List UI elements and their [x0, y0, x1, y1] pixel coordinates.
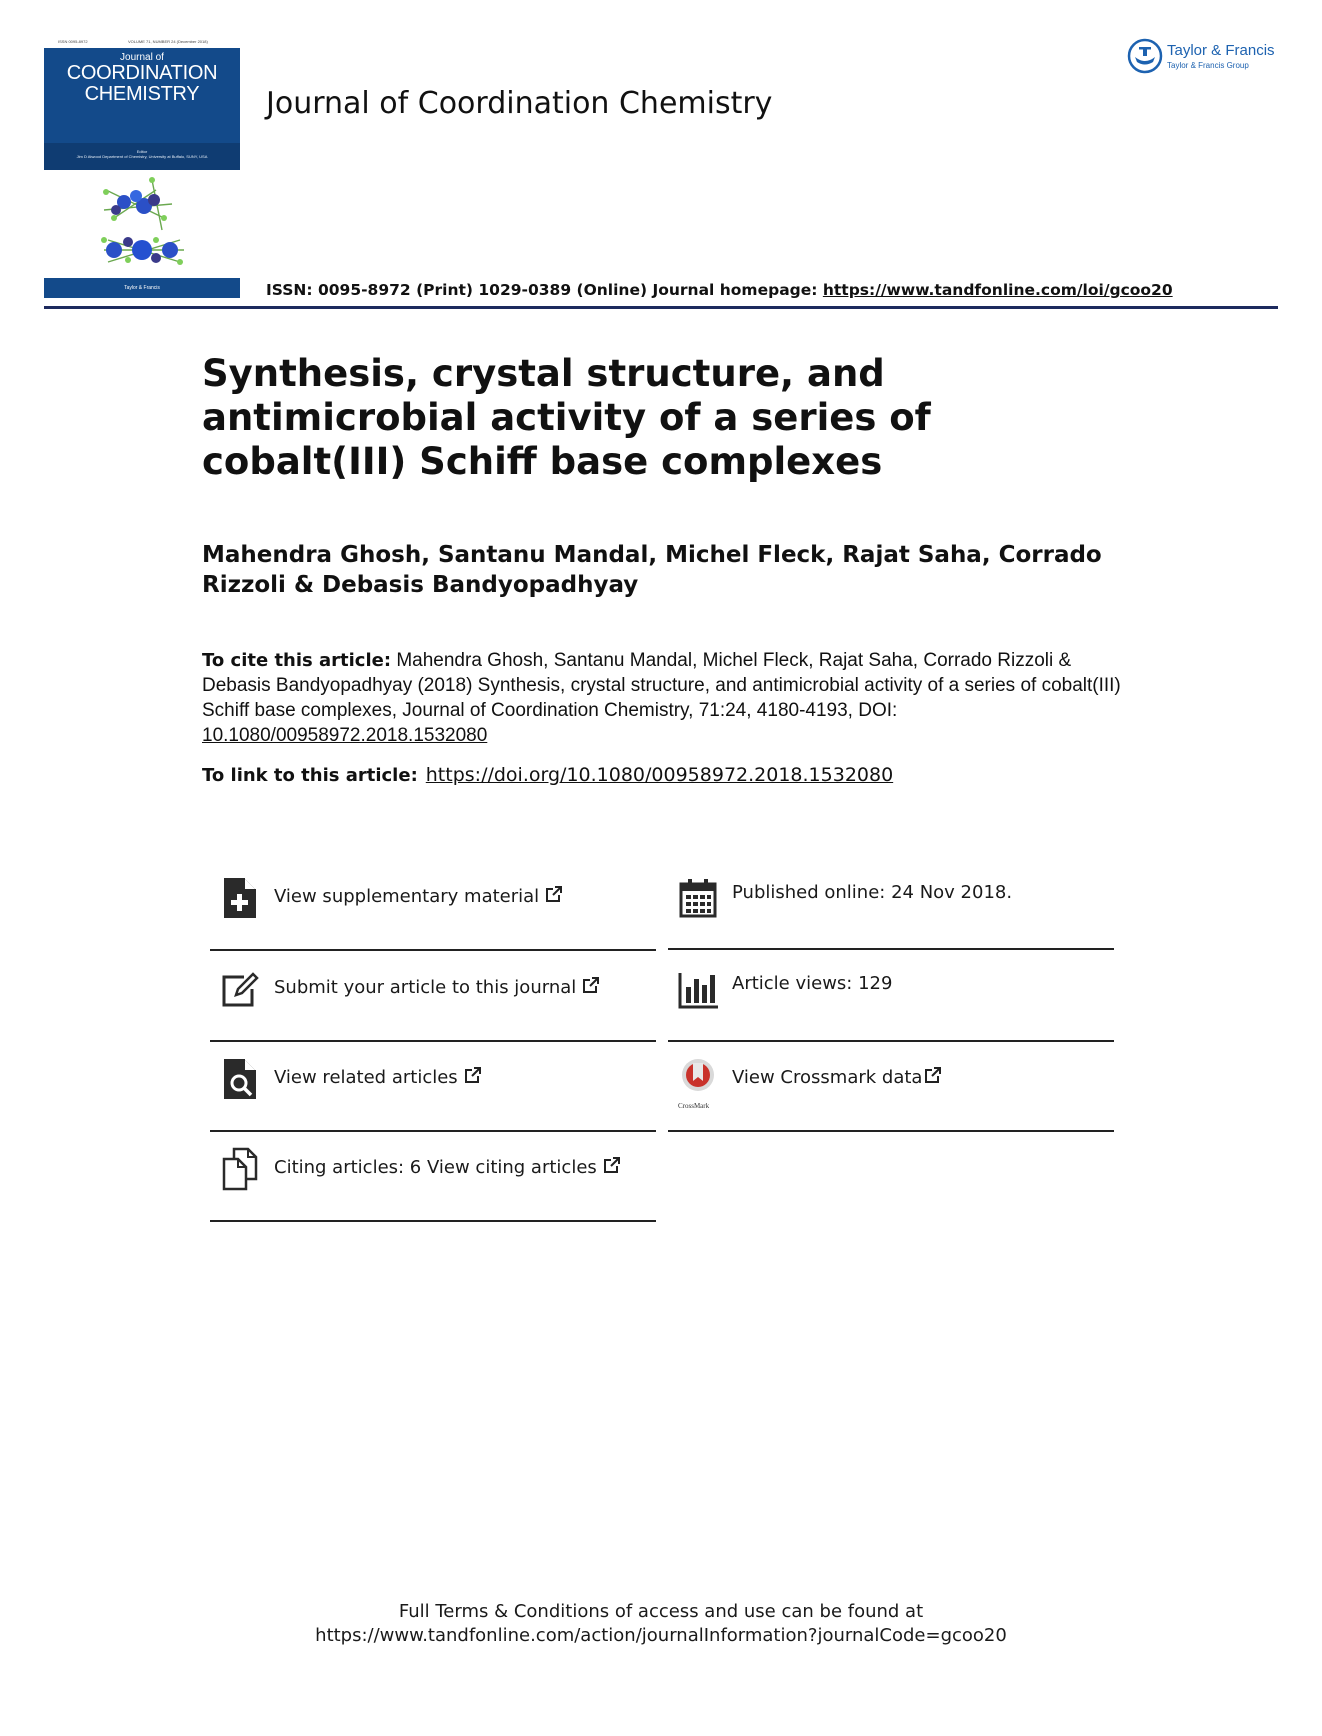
external-link-icon [545, 885, 563, 903]
citing-articles-item[interactable] [210, 1131, 656, 1222]
tf-logo-icon [1127, 38, 1163, 74]
footer [0, 1600, 1322, 1648]
search-document-icon [220, 1057, 260, 1101]
journal-cover [44, 38, 240, 298]
supplementary-label: View supplementary material [274, 886, 540, 907]
external-link-icon [603, 1156, 621, 1174]
related-articles-item[interactable] [210, 1041, 656, 1132]
cover-chemistry: CHEMISTRY [84, 83, 200, 105]
bar-chart-icon [678, 967, 718, 1011]
molecule-image [44, 170, 240, 280]
cite-label: To cite this article: [202, 650, 392, 671]
cover-editor-label: Editor [136, 149, 148, 154]
publisher-group: Taylor & Francis Group [1167, 61, 1249, 70]
submit-label: Submit your article to this journal [274, 977, 577, 998]
copy-documents-icon [220, 1147, 260, 1191]
publisher-name: Taylor & Francis [1167, 42, 1275, 59]
crossmark-logo-text: CrossMark [678, 1102, 710, 1110]
cover-title-band [44, 48, 240, 143]
related-label: View related articles [274, 1067, 458, 1088]
cite-text: Mahendra Ghosh, Santanu Mandal, Michel Fleck, Rajat Saha, Corrado Rizzoli & Debasis Bandyopadhyay (2018) Synthesis, crystal structure, and antimicrobial activity of a series of cobalt(III) Schiff base complexes, Journal of Coordination Chemistry, 71:24, 4180-4193, DOI: [202, 650, 1121, 721]
taylor-francis-logo[interactable] [1127, 38, 1287, 78]
cover-publisher-band [44, 278, 240, 298]
cover-editor-name: Jim D Atwood Department of Chemistry, University at Buffalo, SUNY, USA [76, 154, 208, 159]
cover-coordination: COORDINATION [66, 62, 218, 84]
footer-terms-url[interactable]: https://www.tandfonline.com/action/journalInformation?journalCode=gcoo20 [315, 1625, 1007, 1646]
article-authors: Mahendra Ghosh, Santanu Mandal, Michel Fleck, Rajat Saha, Corrado Rizzoli & Debasis Bandyopadhyay [202, 542, 1102, 598]
cite-doi-link[interactable]: 10.1080/00958972.2018.1532080 [202, 725, 488, 746]
article-views-item [668, 951, 1114, 1042]
external-link-icon [464, 1066, 482, 1084]
link-label: To link to this article: [202, 765, 418, 786]
article-doi-link[interactable]: https://doi.org/10.1080/00958972.2018.1532080 [425, 764, 894, 786]
footer-terms: Full Terms & Conditions of access and use can be found at [398, 1601, 924, 1622]
article-title: Synthesis, crystal structure, and antimicrobial activity of a series of cobalt(III) Schiff base complexes [202, 352, 931, 483]
article-views-text: Article views: 129 [732, 973, 893, 994]
external-link-icon [924, 1066, 942, 1084]
supplementary-material-item[interactable] [210, 860, 656, 951]
citation-block [202, 648, 1122, 748]
crossmark-icon [678, 1057, 718, 1101]
published-online-item [668, 860, 1114, 949]
add-file-icon [220, 876, 260, 920]
cover-volume: VOLUME 71, NUMBER 24 (December 2018) [128, 39, 208, 44]
issn-text: ISSN: 0095-8972 (Print) 1029-0389 (Online) Journal homepage: [266, 281, 823, 299]
grid-divider [668, 948, 1114, 950]
external-link-icon [582, 976, 600, 994]
calendar-icon [678, 876, 718, 920]
journal-homepage-link[interactable]: https://www.tandfonline.com/loi/gcoo20 [822, 281, 1173, 299]
journal-title: Journal of Coordination Chemistry [266, 86, 773, 121]
submit-article-item[interactable] [210, 951, 656, 1042]
citing-label: Citing articles: 6 View citing articles [274, 1157, 597, 1178]
cover-issn: ISSN 0095-8972 [58, 39, 88, 44]
crossmark-label: View Crossmark data [732, 1067, 923, 1088]
crossmark-item[interactable] [668, 1041, 1114, 1132]
header-divider [44, 306, 1278, 309]
cover-journal-of: Journal of [120, 52, 164, 63]
edit-icon [220, 967, 260, 1011]
issn-line [266, 281, 1173, 299]
article-link-line [202, 764, 893, 786]
cover-editor [44, 143, 240, 170]
published-online-text: Published online: 24 Nov 2018. [732, 882, 1013, 903]
cover-publisher: Taylor & Francis [124, 285, 160, 291]
